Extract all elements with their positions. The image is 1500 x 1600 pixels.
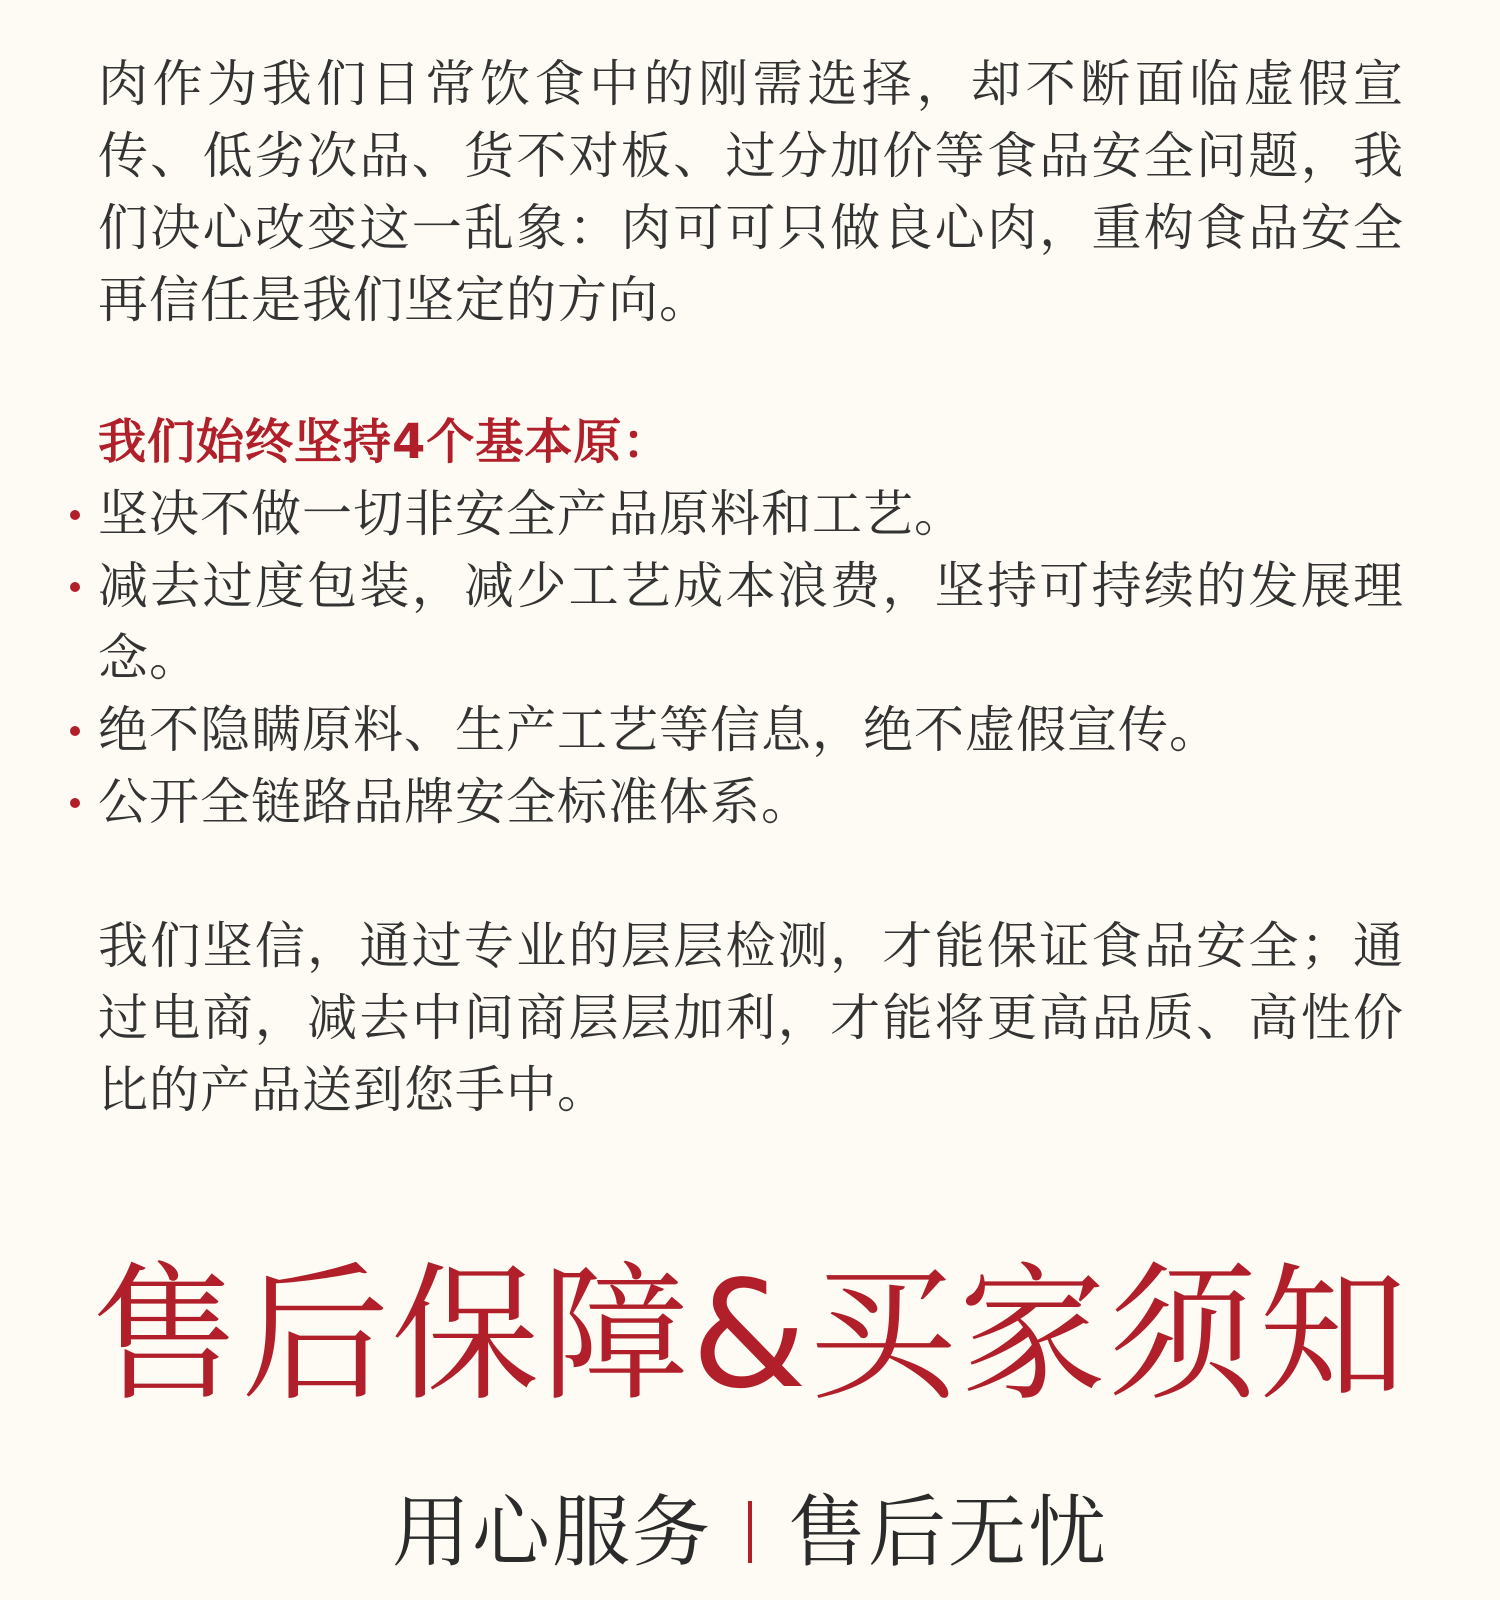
- principle-text: 公开全链路品牌安全标准体系。: [98, 773, 812, 831]
- tagline-left: 用心服务: [391, 1488, 712, 1578]
- tagline-divider: [748, 1501, 752, 1563]
- list-item: [98, 694, 1404, 766]
- closing-paragraph: 我们坚信，通过专业的层层检测，才能保证食品安全；通过电商，减去中间商层层加利，才能将更高品质、高性价比的产品送到您手中。: [98, 917, 1404, 1119]
- principle-text: 坚决不做一切非安全产品原料和工艺。: [98, 485, 965, 543]
- tagline-right: 售后无忧: [788, 1488, 1109, 1578]
- bullet-dot-icon: [70, 726, 80, 736]
- bullet-dot-icon: [70, 510, 80, 520]
- list-item: [98, 478, 1404, 550]
- principles-heading: 我们始终坚持4个基本原：: [98, 414, 672, 470]
- principle-text: 减去过度包装，减少工艺成本浪费，坚持可持续的发展理念。: [98, 557, 1404, 687]
- bullet-dot-icon: [70, 798, 80, 808]
- intro-paragraph: 肉作为我们日常饮食中的刚需选择，却不断面临虚假宣传、低劣次品、货不对板、过分加价等食品安全问题，我们决心改变这一乱象：肉可可只做良心肉，重构食品安全再信任是我们坚定的方向。: [98, 55, 1404, 329]
- bullet-dot-icon: [70, 582, 80, 592]
- section-title: 售后保障&买家须知: [91, 1249, 1409, 1421]
- list-item: [98, 766, 1404, 838]
- list-item: [98, 550, 1404, 694]
- tagline: [0, 1488, 1500, 1578]
- principle-text: 绝不隐瞒原料、生产工艺等信息，绝不虚假宣传。: [98, 701, 1220, 759]
- principles-list: [98, 478, 1404, 838]
